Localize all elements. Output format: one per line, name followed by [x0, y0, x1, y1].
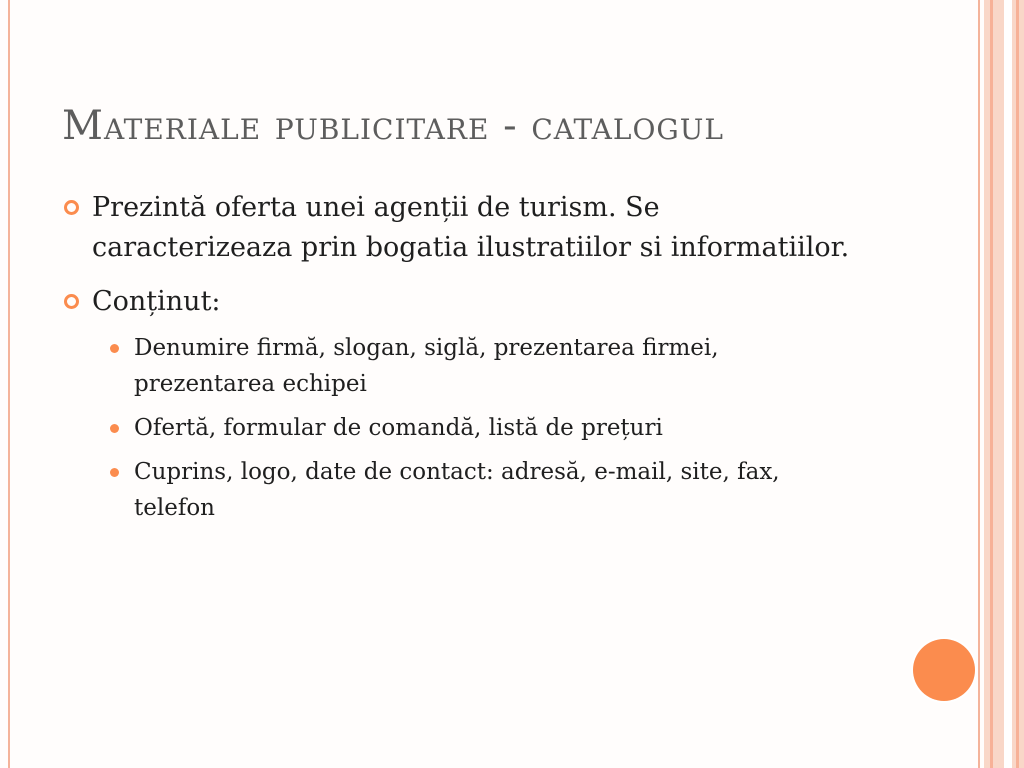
subbullet-text: Ofertă, formular de comandă, listă de prețuri: [134, 415, 663, 441]
slide-content: [62, 188, 852, 534]
bullet-item: [62, 188, 852, 268]
ring-bullet-icon: [64, 200, 79, 215]
dot-bullet-icon: [110, 344, 119, 353]
subbullet-item: [62, 454, 852, 526]
subbullet-list: [62, 330, 852, 526]
subbullet-text: Denumire firmă, slogan, siglă, prezentarea firmei, prezentarea echipei: [134, 335, 719, 397]
left-border-line: [8, 0, 10, 768]
bullet-item: [62, 282, 852, 322]
right-stripe: [1016, 0, 1019, 768]
decorative-circle: [913, 639, 975, 701]
dot-bullet-icon: [110, 468, 119, 477]
right-stripe: [1004, 0, 1012, 768]
right-border-line: [978, 0, 980, 768]
subbullet-item: [62, 410, 852, 446]
dot-bullet-icon: [110, 424, 119, 433]
slide-title: Materiale publicitare - catalogul: [62, 103, 724, 149]
subbullet-item: [62, 330, 852, 402]
subbullet-text: Cuprins, logo, date de contact: adresă, e-mail, site, fax, telefon: [134, 459, 780, 521]
bullet-text: Conținut:: [92, 286, 221, 317]
ring-bullet-icon: [64, 294, 79, 309]
right-stripe: [990, 0, 993, 768]
bullet-text: Prezintă oferta unei agenții de turism. Se caracterizeaza prin bogatia ilustratiilor si informatiilor.: [92, 192, 850, 263]
